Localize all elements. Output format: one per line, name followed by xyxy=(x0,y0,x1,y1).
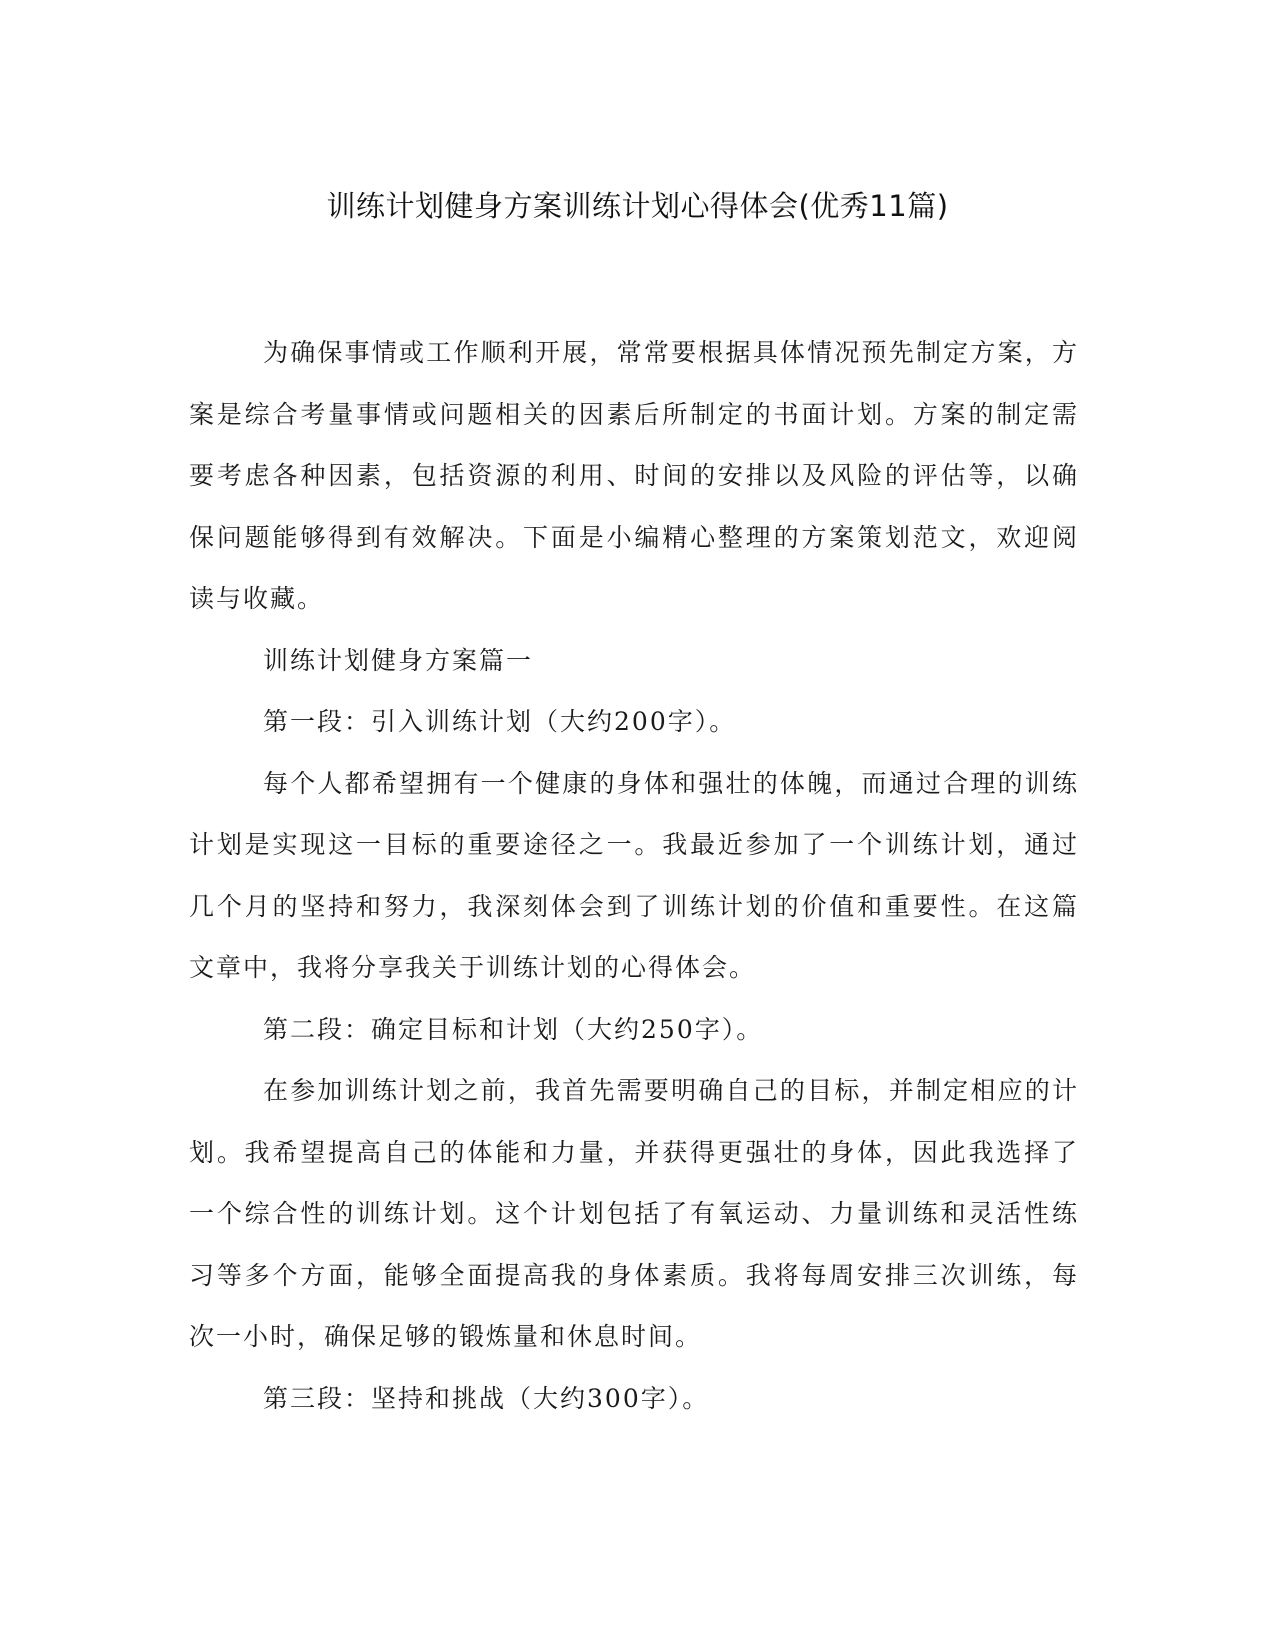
document-title: 训练计划健身方案训练计划心得体会(优秀11篇) xyxy=(326,189,949,223)
intro-paragraph: 为确保事情或工作顺利开展，常常要根据具体情况预先制定方案，方案是综合考量事情或问题相关的因素后所制定的书面计划。方案的制定需要考虑各种因素，包括资源的利用、时间的安排以及风险的评估等，以确保问题能够得到有效解决。下面是小编精心整理的方案策划范文，欢迎阅读与收藏。 xyxy=(189,338,1079,613)
document-body xyxy=(189,322,1079,1429)
body-paragraph-2: 在参加训练计划之前，我首先需要明确自己的目标，并制定相应的计划。我希望提高自己的体能和力量，并获得更强壮的身体，因此我选择了一个综合性的训练计划。这个计划包括了有氧运动、力量训练和灵活性练习等多个方面，能够全面提高我的身体素质。我将每周安排三次训练，每次一小时，确保足够的锻炼量和休息时间。 xyxy=(189,1076,1079,1351)
body-paragraph-1: 每个人都希望拥有一个健康的身体和强壮的体魄，而通过合理的训练计划是实现这一目标的重要途径之一。我最近参加了一个训练计划，通过几个月的坚持和努力，我深刻体会到了训练计划的价值和重要性。在这篇文章中，我将分享我关于训练计划的心得体会。 xyxy=(189,768,1079,982)
section-heading-1: 训练计划健身方案篇一 xyxy=(263,645,534,675)
subheading-3: 第三段：坚持和挑战（大约300字）。 xyxy=(263,1383,710,1413)
subheading-1: 第一段：引入训练计划（大约200字）。 xyxy=(263,707,737,736)
subheading-2: 第二段：确定目标和计划（大约250字）。 xyxy=(263,1014,764,1044)
